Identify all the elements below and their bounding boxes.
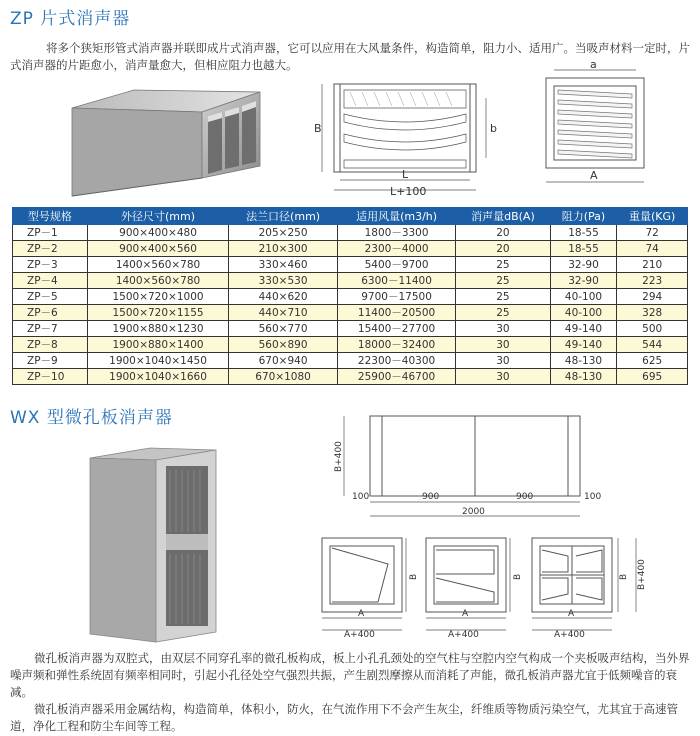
wx1-dim-a: A bbox=[358, 609, 365, 619]
table-row bbox=[13, 305, 688, 321]
cell-weight: 210 bbox=[617, 257, 688, 273]
table-row bbox=[13, 273, 688, 289]
table-row bbox=[13, 321, 688, 337]
cell-outer-size: 900×400×560 bbox=[87, 241, 228, 257]
header-airflow: 适用风量(m3/h) bbox=[337, 208, 455, 225]
cell-model: ZP－1 bbox=[13, 225, 88, 241]
cell-model: ZP－5 bbox=[13, 289, 88, 305]
cell-weight: 72 bbox=[617, 225, 688, 241]
cell-noise-reduction: 25 bbox=[456, 305, 550, 321]
wx2-dim-a: A bbox=[462, 609, 469, 619]
cell-resistance: 18-55 bbox=[550, 241, 617, 257]
wx2-dim-a400: A+400 bbox=[448, 630, 479, 638]
cell-noise-reduction: 25 bbox=[456, 257, 550, 273]
cell-flange: 330×530 bbox=[229, 273, 338, 289]
table-row bbox=[13, 241, 688, 257]
cell-noise-reduction: 25 bbox=[456, 289, 550, 305]
cell-weight: 294 bbox=[617, 289, 688, 305]
cell-flange: 440×710 bbox=[229, 305, 338, 321]
zp-spec-table bbox=[12, 207, 688, 385]
wx1-dim-b: B bbox=[409, 573, 419, 580]
cell-outer-size: 1500×720×1000 bbox=[87, 289, 228, 305]
header-outer-size: 外径尺寸(mm) bbox=[87, 208, 228, 225]
cell-weight: 223 bbox=[617, 273, 688, 289]
zp-section-title: ZP 片式消声器 bbox=[10, 9, 131, 29]
cell-resistance: 40-100 bbox=[550, 305, 617, 321]
cell-outer-size: 1400×560×780 bbox=[87, 273, 228, 289]
cell-noise-reduction: 30 bbox=[456, 337, 550, 353]
wx3-dim-a: A bbox=[568, 609, 575, 619]
cell-flange: 560×890 bbox=[229, 337, 338, 353]
zp-dim-a: a bbox=[590, 60, 597, 71]
cell-resistance: 40-100 bbox=[550, 289, 617, 305]
cell-weight: 500 bbox=[617, 321, 688, 337]
cell-outer-size: 1900×1040×1450 bbox=[87, 353, 228, 369]
cell-weight: 625 bbox=[617, 353, 688, 369]
cell-model: ZP－2 bbox=[13, 241, 88, 257]
cell-flange: 560×770 bbox=[229, 321, 338, 337]
zp-dim-A: A bbox=[590, 169, 598, 182]
cell-model: ZP－8 bbox=[13, 337, 88, 353]
cell-model: ZP－4 bbox=[13, 273, 88, 289]
wx1-dim-a400: A+400 bbox=[344, 630, 375, 638]
wx3-dim-b: B bbox=[619, 573, 629, 580]
cell-resistance: 49-140 bbox=[550, 321, 617, 337]
wx3-dim-a400: A+400 bbox=[554, 630, 585, 638]
header-model: 型号规格 bbox=[13, 208, 88, 225]
cell-weight: 695 bbox=[617, 369, 688, 385]
table-row bbox=[13, 289, 688, 305]
cell-noise-reduction: 20 bbox=[456, 241, 550, 257]
cell-airflow: 9700－17500 bbox=[337, 289, 455, 305]
zp-dim-B: B bbox=[314, 122, 322, 135]
header-resistance: 阻力(Pa) bbox=[550, 208, 617, 225]
cell-model: ZP－7 bbox=[13, 321, 88, 337]
cell-weight: 544 bbox=[617, 337, 688, 353]
cell-weight: 74 bbox=[617, 241, 688, 257]
cell-outer-size: 1400×560×780 bbox=[87, 257, 228, 273]
cell-noise-reduction: 30 bbox=[456, 369, 550, 385]
cell-resistance: 18-55 bbox=[550, 225, 617, 241]
wx-paragraph-2: 微孔板消声器采用金属结构，构造简单，体积小，防火，在气流作用下不会产生灰尘，纤维质等物质污染空气，尤其宜于高速管道，净化工程和防尘车间等工程。 bbox=[10, 702, 678, 733]
cell-resistance: 32-90 bbox=[550, 273, 617, 289]
cell-flange: 205×250 bbox=[229, 225, 338, 241]
cell-noise-reduction: 30 bbox=[456, 321, 550, 337]
zp-dim-L: L bbox=[402, 168, 409, 181]
cell-noise-reduction: 30 bbox=[456, 353, 550, 369]
wx-paragraph-1: 微孔板消声器为双腔式，由双层不同穿孔率的微孔板构成，板上小孔孔颈处的空气柱与空腔内空气构成一个夹板吸声结构，当外界噪声频和弹性系统固有频率相同时，引起小孔径处空气强烈共振，产生剧烈摩擦从而消耗了声能，微孔板消声器尤宜于低频噪音的衰减。 bbox=[10, 651, 690, 699]
cell-airflow: 11400－20500 bbox=[337, 305, 455, 321]
cell-resistance: 48-130 bbox=[550, 353, 617, 369]
cell-airflow: 15400－27700 bbox=[337, 321, 455, 337]
cell-noise-reduction: 20 bbox=[456, 225, 550, 241]
cell-airflow: 18000－32400 bbox=[337, 337, 455, 353]
wx2-dim-b: B bbox=[513, 573, 523, 580]
cell-outer-size: 1900×1040×1660 bbox=[87, 369, 228, 385]
cell-outer-size: 1500×720×1155 bbox=[87, 305, 228, 321]
cell-resistance: 48-130 bbox=[550, 369, 617, 385]
cell-model: ZP－9 bbox=[13, 353, 88, 369]
wx-dim-2000: 2000 bbox=[462, 507, 485, 517]
cell-airflow: 6300－11400 bbox=[337, 273, 455, 289]
cell-resistance: 32-90 bbox=[550, 257, 617, 273]
table-row bbox=[13, 337, 688, 353]
wx-section-title: WX 型微孔板消声器 bbox=[10, 408, 173, 428]
cell-airflow: 25900－46700 bbox=[337, 369, 455, 385]
cell-resistance: 49-140 bbox=[550, 337, 617, 353]
cell-outer-size: 1900×880×1230 bbox=[87, 321, 228, 337]
zp-product-photo bbox=[62, 86, 262, 206]
cell-flange: 330×460 bbox=[229, 257, 338, 273]
table-row bbox=[13, 369, 688, 385]
cell-airflow: 2300－4000 bbox=[337, 241, 455, 257]
cell-outer-size: 1900×880×1400 bbox=[87, 337, 228, 353]
wx-top-drawing bbox=[330, 412, 630, 524]
cell-noise-reduction: 25 bbox=[456, 273, 550, 289]
wx-description bbox=[10, 650, 694, 735]
zp-side-drawing bbox=[310, 78, 510, 196]
cell-flange: 440×620 bbox=[229, 289, 338, 305]
wx-product-photo bbox=[86, 446, 236, 646]
wx-dim-100-right: 100 bbox=[584, 492, 602, 502]
cell-model: ZP－6 bbox=[13, 305, 88, 321]
header-weight: 重量(KG) bbox=[617, 208, 688, 225]
cell-model: ZP－3 bbox=[13, 257, 88, 273]
wx-section-drawings bbox=[318, 534, 648, 638]
table-row bbox=[13, 225, 688, 241]
wx-dim-900-right: 900 bbox=[516, 492, 534, 502]
cell-airflow: 5400－9700 bbox=[337, 257, 455, 273]
cell-outer-size: 900×400×480 bbox=[87, 225, 228, 241]
cell-flange: 210×300 bbox=[229, 241, 338, 257]
table-row bbox=[13, 353, 688, 369]
table-row bbox=[13, 257, 688, 273]
header-noise-reduction: 消声量dB(A) bbox=[456, 208, 550, 225]
cell-model: ZP－10 bbox=[13, 369, 88, 385]
wx3-dim-b400: B+400 bbox=[637, 559, 647, 590]
wx-dim-100-left: 100 bbox=[352, 492, 370, 502]
zp-dim-b: b bbox=[490, 122, 497, 135]
cell-flange: 670×940 bbox=[229, 353, 338, 369]
wx-dim-900-left: 900 bbox=[422, 492, 440, 502]
zp-description: 将多个狭矩形管式消声器并联即成片式消声器，它可以应用在大风量条件，构造简单，阻力小、适用广。当吸声材料一定时，片式消声器的片距愈小，消声量愈大，但相应阻力也越大。 bbox=[10, 41, 690, 72]
wx-dim-b400: B+400 bbox=[334, 441, 344, 472]
header-flange: 法兰口径(mm) bbox=[229, 208, 338, 225]
cell-airflow: 22300－40300 bbox=[337, 353, 455, 369]
zp-front-drawing bbox=[540, 60, 650, 196]
zp-dim-L100: L+100 bbox=[390, 185, 427, 196]
cell-airflow: 1800－3300 bbox=[337, 225, 455, 241]
cell-flange: 670×1080 bbox=[229, 369, 338, 385]
table-header-row bbox=[13, 208, 688, 225]
cell-weight: 328 bbox=[617, 305, 688, 321]
